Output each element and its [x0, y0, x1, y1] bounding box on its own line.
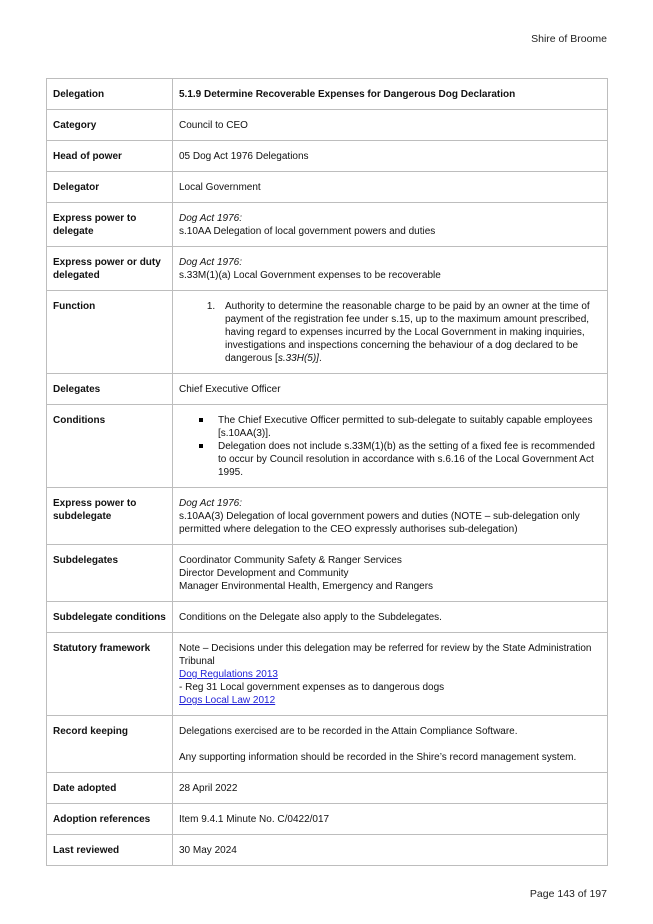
- row-conditions: [47, 405, 608, 488]
- row-label: Express power or duty delegated: [47, 247, 173, 291]
- section-text: s.10AA(3) Delegation of local government powers and duties (NOTE – sub-delegation only permitted where delegation to the CEO expressly authorises sub-delegation): [179, 511, 580, 535]
- last-reviewed-value: 30 May 2024: [173, 835, 608, 866]
- row-label: Delegator: [47, 172, 173, 203]
- row-label: Function: [47, 291, 173, 374]
- record-keeping-line: Any supporting information should be recorded in the Shire’s record management system.: [179, 752, 577, 763]
- section-text: s.10AA Delegation of local government powers and duties: [179, 226, 436, 237]
- delegator-value: Local Government: [173, 172, 608, 203]
- row-delegation: [47, 79, 608, 110]
- head-of-power-value: 05 Dog Act 1976 Delegations: [173, 141, 608, 172]
- row-label: Express power to subdelegate: [47, 488, 173, 545]
- express-power-subdelegate-value: [173, 488, 608, 545]
- row-label: Delegates: [47, 374, 173, 405]
- row-record-keeping: [47, 716, 608, 773]
- function-ref: s.33H(5)]: [277, 353, 319, 364]
- list-item: The Chief Executive Officer permitted to sub-delegate to suitably capable employees [s.10AA(3)].: [218, 414, 601, 440]
- list-item: Delegation does not include s.33M(1)(b) as the setting of a fixed fee is recommended to occur by Council resolution in accordance with s.6.16 of the Local Government Act 1995.: [218, 440, 601, 479]
- act-name: Dog Act 1976:: [179, 257, 243, 268]
- conditions-value: [173, 405, 608, 488]
- dog-regulations-link[interactable]: Dog Regulations 2013: [179, 669, 278, 680]
- row-function: [47, 291, 608, 374]
- row-express-power-to-subdelegate: [47, 488, 608, 545]
- review-note: Note – Decisions under this delegation may be referred for review by the State Administration Tribunal: [179, 643, 592, 667]
- subdelegates-value: [173, 545, 608, 602]
- row-subdelegates: [47, 545, 608, 602]
- date-adopted-value: 28 April 2022: [173, 773, 608, 804]
- row-express-power-to-delegate: [47, 203, 608, 247]
- row-label: Statutory framework: [47, 633, 173, 716]
- row-subdelegate-conditions: [47, 602, 608, 633]
- express-power-duty-value: [173, 247, 608, 291]
- function-list: [179, 300, 601, 365]
- dogs-local-law-link[interactable]: Dogs Local Law 2012: [179, 695, 276, 706]
- delegation-title: 5.1.9 Determine Recoverable Expenses for Dangerous Dog Declaration: [173, 79, 608, 110]
- delegates-value: Chief Executive Officer: [173, 374, 608, 405]
- row-label: Subdelegate conditions: [47, 602, 173, 633]
- row-date-adopted: [47, 773, 608, 804]
- delegation-table: [46, 78, 608, 866]
- row-label: Express power to delegate: [47, 203, 173, 247]
- function-value: [173, 291, 608, 374]
- row-delegator: [47, 172, 608, 203]
- subdelegate-item: Manager Environmental Health, Emergency and Rangers: [179, 581, 434, 592]
- row-category: [47, 110, 608, 141]
- row-express-power-or-duty: [47, 247, 608, 291]
- row-label: Category: [47, 110, 173, 141]
- express-power-delegate-value: [173, 203, 608, 247]
- row-label: Delegation: [47, 79, 173, 110]
- row-label: Head of power: [47, 141, 173, 172]
- row-label: Last reviewed: [47, 835, 173, 866]
- regulation-text: - Reg 31 Local government expenses as to dangerous dogs: [179, 682, 445, 693]
- subdelegate-item: Director Development and Community: [179, 568, 349, 579]
- row-statutory-framework: [47, 633, 608, 716]
- record-keeping-value: [173, 716, 608, 773]
- row-label: Record keeping: [47, 716, 173, 773]
- row-label: Conditions: [47, 405, 173, 488]
- record-keeping-line: Delegations exercised are to be recorded in the Attain Compliance Software.: [179, 726, 518, 737]
- conditions-list: [179, 414, 601, 479]
- row-head-of-power: [47, 141, 608, 172]
- category-value: Council to CEO: [173, 110, 608, 141]
- page-number: Page 143 of 197: [529, 888, 607, 900]
- function-text: Authority to determine the reasonable charge to be paid by an owner at the time of payment of the registration fee under s.15, up to the maximum amount prescribed, having regard to expenses incurred by the Local Government in making inquiries, investigations and inspections concerning the behaviour of a dog declared to be dangerous [: [225, 301, 590, 364]
- row-label: Adoption references: [47, 804, 173, 835]
- statutory-framework-value: [173, 633, 608, 716]
- act-name: Dog Act 1976:: [179, 213, 243, 224]
- header-organisation: Shire of Broome: [531, 33, 607, 45]
- row-adoption-references: [47, 804, 608, 835]
- row-last-reviewed: [47, 835, 608, 866]
- list-item: [218, 300, 601, 365]
- section-text: s.33M(1)(a) Local Government expenses to be recoverable: [179, 270, 441, 281]
- row-delegates: [47, 374, 608, 405]
- subdelegate-item: Coordinator Community Safety & Ranger Services: [179, 555, 402, 566]
- row-label: Date adopted: [47, 773, 173, 804]
- subdelegate-conditions-value: Conditions on the Delegate also apply to the Subdelegates.: [173, 602, 608, 633]
- row-label: Subdelegates: [47, 545, 173, 602]
- act-name: Dog Act 1976:: [179, 498, 243, 509]
- adoption-references-value: Item 9.4.1 Minute No. C/0422/017: [173, 804, 608, 835]
- function-end: .: [318, 353, 322, 364]
